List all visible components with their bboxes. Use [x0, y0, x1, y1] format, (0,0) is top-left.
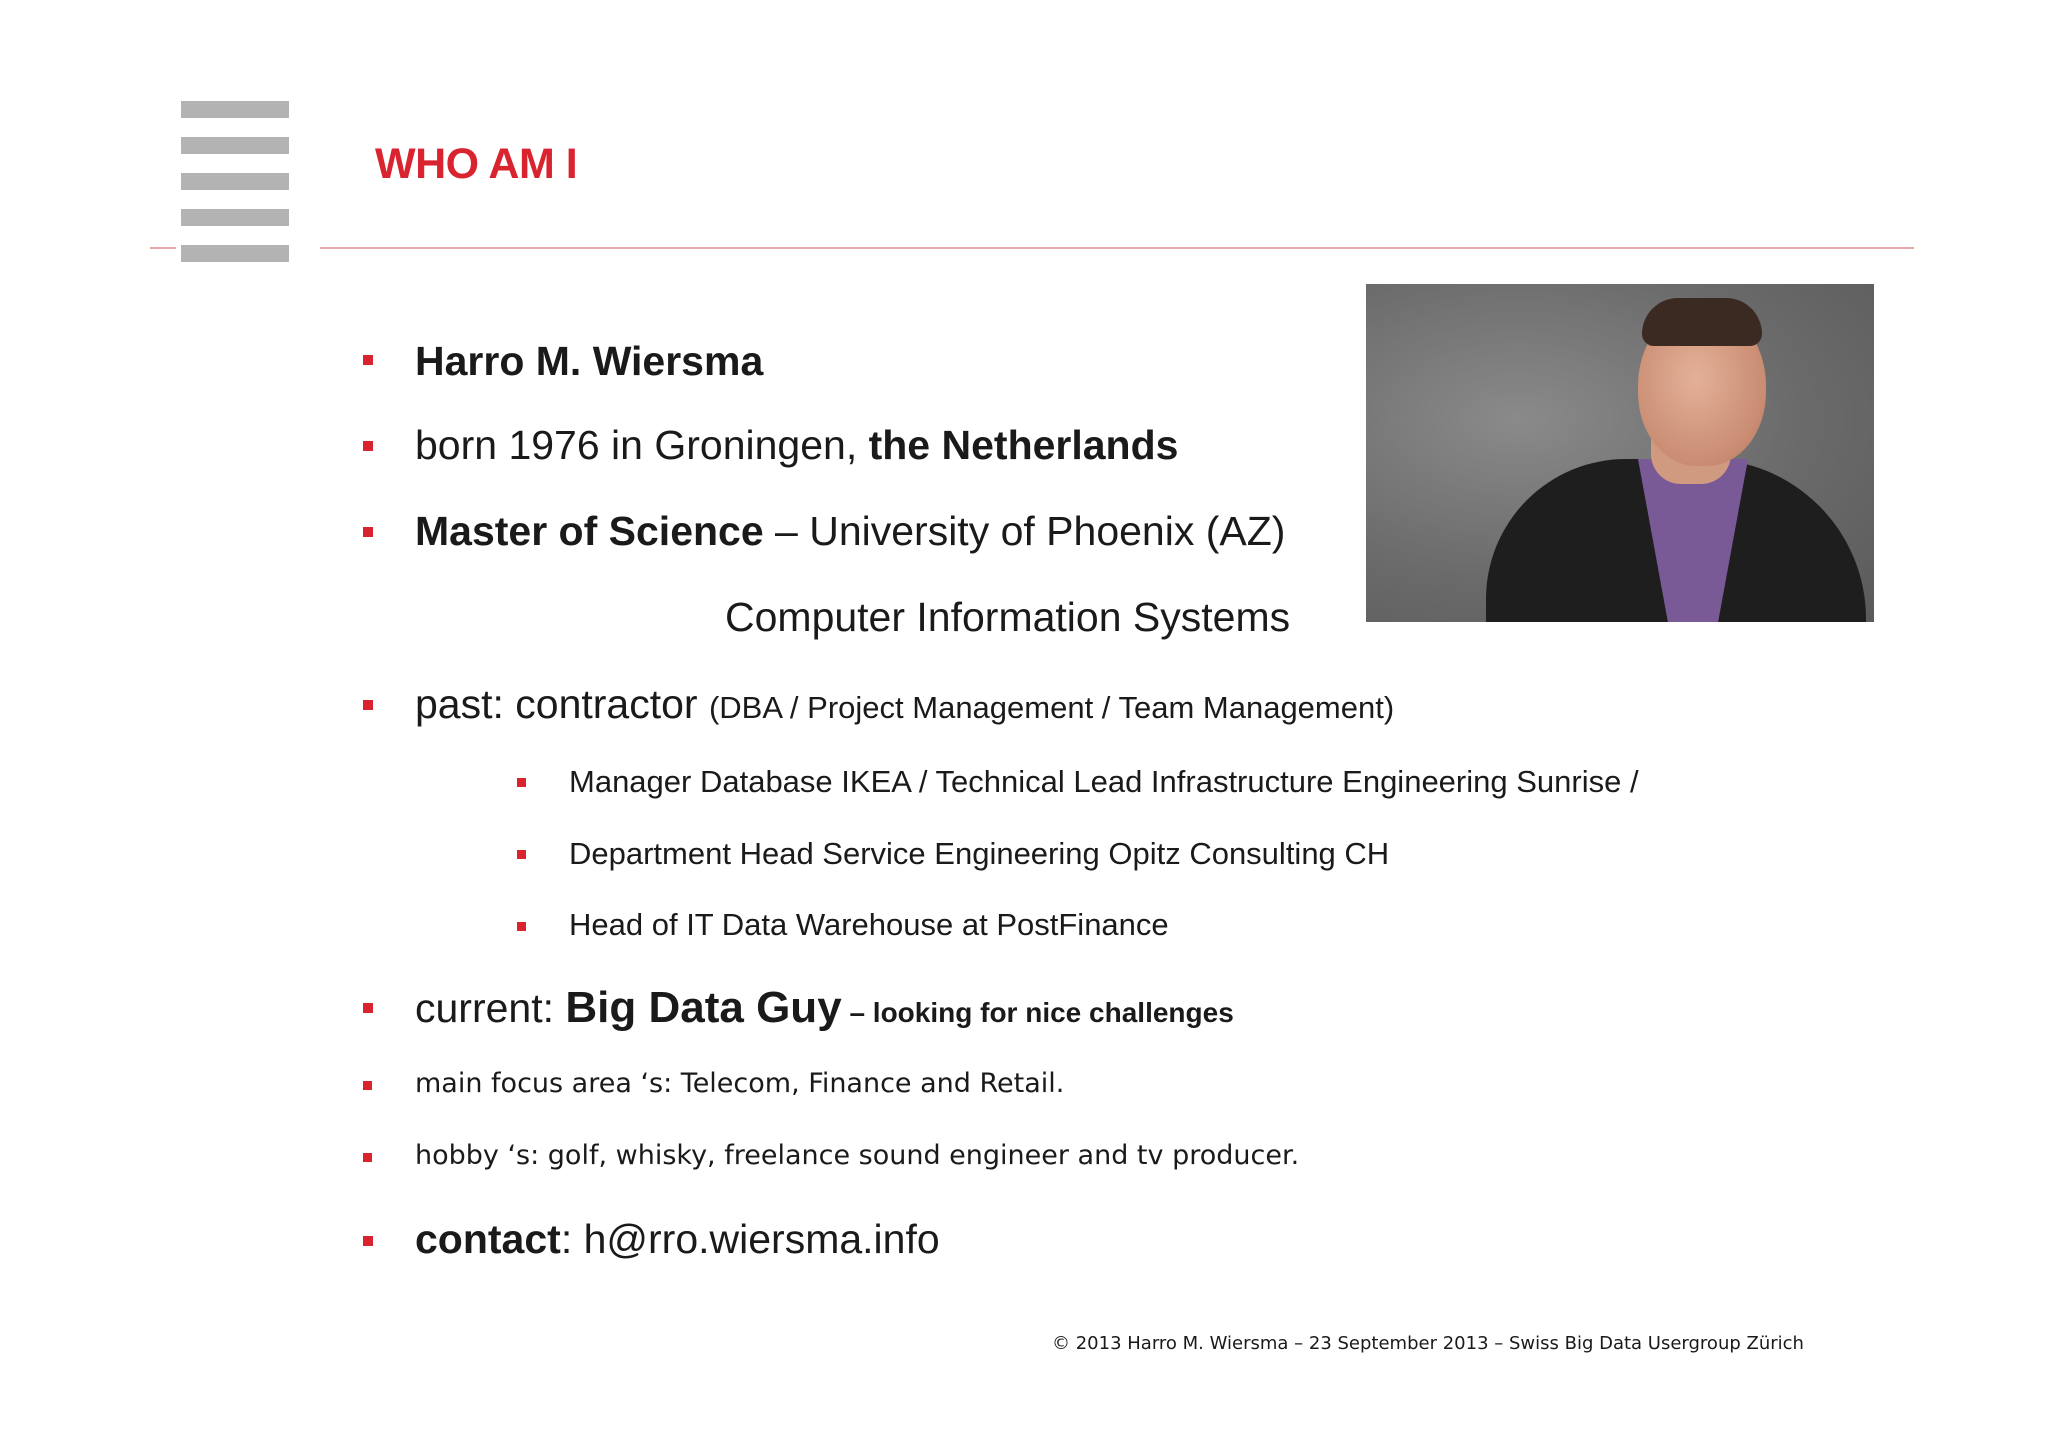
slide-title: WHO AM I	[375, 140, 578, 188]
contact-email: : h@rro.wiersma.info	[560, 1216, 940, 1262]
square-bullet-icon	[363, 441, 373, 451]
portrait-photo	[1366, 284, 1874, 622]
born-country: the Netherlands	[868, 422, 1179, 468]
square-bullet-icon	[363, 527, 373, 537]
name-line: Harro M. Wiersma	[415, 338, 764, 384]
logo-bar	[181, 245, 289, 262]
logo-bar	[181, 101, 289, 118]
square-bullet-icon	[363, 1081, 372, 1090]
past-detail: (DBA / Project Management / Team Management)	[708, 690, 1395, 725]
past-sub-item-3: Head of IT Data Warehouse at PostFinance	[569, 907, 1169, 942]
square-bullet-icon	[517, 850, 526, 859]
hobby-line: hobby ‘s: golf, whisky, freelance sound engineer and tv producer.	[415, 1140, 1300, 1171]
master-degree: Master of Science	[415, 508, 764, 554]
square-bullet-icon	[363, 1003, 373, 1013]
square-bullet-icon	[363, 1236, 373, 1246]
past-sub-item-2: Department Head Service Engineering Opitz Consulting CH	[569, 836, 1390, 871]
square-bullet-icon	[363, 1153, 372, 1162]
past-sub-item-1: Manager Database IKEA / Technical Lead Infrastructure Engineering Sunrise /	[569, 764, 1639, 799]
current-tail: – looking for nice challenges	[841, 997, 1234, 1028]
past-main: past: contractor	[415, 681, 709, 727]
current-role: Big Data Guy	[565, 983, 842, 1032]
contact-line	[415, 1216, 940, 1263]
logo-bar	[181, 209, 289, 226]
master-university: – University of Phoenix (AZ)	[763, 508, 1286, 554]
current-line	[415, 983, 1234, 1033]
slide-footer: © 2013 Harro M. Wiersma – 23 September 2013 – Swiss Big Data Usergroup Zürich	[1052, 1333, 1804, 1354]
master-field: Computer Information Systems	[725, 594, 1291, 640]
photo-hair	[1642, 298, 1762, 346]
logo-bar	[181, 137, 289, 154]
square-bullet-icon	[363, 355, 373, 365]
master-line	[415, 508, 1285, 555]
header-divider-left	[150, 247, 176, 249]
logo-bar	[181, 173, 289, 190]
square-bullet-icon	[363, 700, 373, 710]
header-divider	[320, 247, 1914, 249]
born-line	[415, 422, 1178, 469]
square-bullet-icon	[517, 922, 526, 931]
current-prefix: current:	[415, 985, 566, 1031]
past-line	[415, 681, 1394, 728]
square-bullet-icon	[517, 778, 526, 787]
stacked-bars-logo-icon	[181, 101, 289, 281]
born-prefix: born 1976 in Groningen,	[415, 422, 869, 468]
contact-label: contact	[415, 1216, 561, 1262]
focus-line: main focus area ‘s: Telecom, Finance and Retail.	[415, 1068, 1065, 1099]
